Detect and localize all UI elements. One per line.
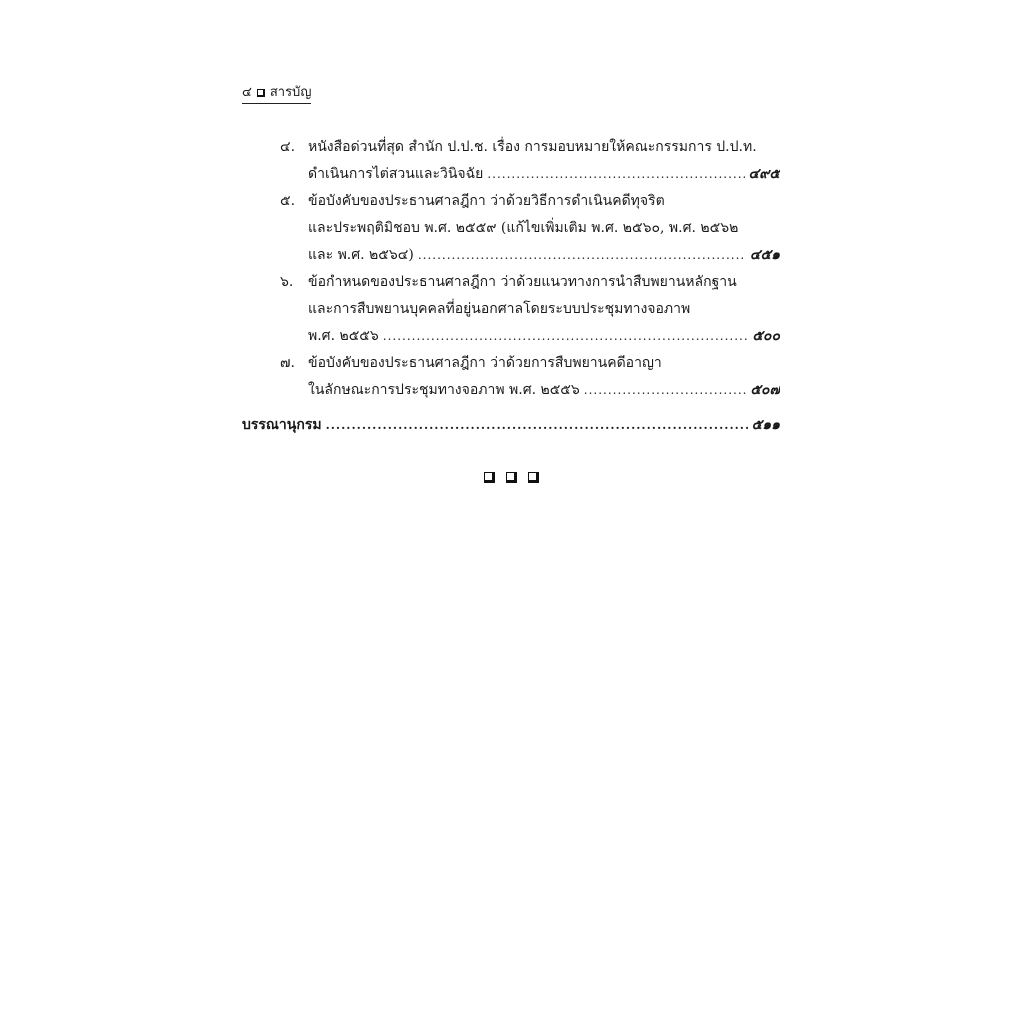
dot-leader <box>584 377 747 404</box>
square-bullet-icon <box>528 472 539 483</box>
bibliography-label: บรรณานุกรม <box>242 417 322 433</box>
toc-entry-line: ข้อบังคับของประธานศาลฎีกา ว่าด้วยการสืบพยานคดีอาญา <box>308 355 662 371</box>
toc-entry-line: ดำเนินการไต่สวนและวินิจฉัย <box>308 166 484 182</box>
table-of-contents <box>242 134 780 404</box>
toc-entry-line: ข้อกำหนดของประธานศาลฎีกา ว่าด้วยแนวทางการนำสืบพยานหลักฐาน <box>308 274 737 290</box>
toc-entry <box>242 350 780 404</box>
toc-entry <box>242 188 780 269</box>
toc-page-number: ๔๕๑ <box>749 247 780 263</box>
header-section-title: สารบัญ <box>269 85 312 100</box>
toc-entry-line: และ พ.ศ. ๒๕๖๔) <box>308 247 414 263</box>
toc-entry-line: ในลักษณะการประชุมทางจอภาพ พ.ศ. ๒๕๕๖ <box>308 382 580 398</box>
toc-page-number: ๕๐๐ <box>752 328 780 344</box>
toc-entry-number: ๗. <box>280 355 295 371</box>
toc-entry-number: ๖. <box>280 274 294 290</box>
dot-leader <box>418 242 746 269</box>
toc-entry-line: หนังสือด่วนที่สุด สำนัก ป.ป.ช. เรื่อง การมอบหมายให้คณะกรรมการ ป.ป.ท. <box>308 139 757 155</box>
toc-entry <box>242 134 780 188</box>
square-bullet-icon <box>257 89 265 97</box>
toc-page-number: ๕๑๑ <box>751 417 780 433</box>
dot-leader <box>487 161 744 188</box>
toc-entry-line: และการสืบพยานบุคคลที่อยู่นอกศาลโดยระบบประชุมทางจอภาพ <box>308 301 691 317</box>
bibliography-entry <box>242 412 780 439</box>
square-bullet-icon <box>484 472 495 483</box>
dot-leader <box>326 412 748 439</box>
toc-entry <box>242 269 780 350</box>
toc-page-number: ๕๐๗ <box>750 382 780 398</box>
toc-page-number: ๔๙๕ <box>748 166 780 182</box>
toc-entry-line: ข้อบังคับของประธานศาลฎีกา ว่าด้วยวิธีการดำเนินคดีทุจริต <box>308 193 665 209</box>
toc-entry-line: และประพฤติมิชอบ พ.ศ. ๒๕๕๙ (แก้ไขเพิ่มเติม พ.ศ. ๒๕๖๐, พ.ศ. ๒๕๖๒ <box>308 220 739 236</box>
header-page-number: ๔ <box>242 85 252 100</box>
running-header <box>242 84 311 104</box>
dot-leader <box>383 323 749 350</box>
toc-entry-number: ๕. <box>280 193 296 209</box>
square-bullet-icon <box>506 472 517 483</box>
toc-entry-number: ๔. <box>280 139 296 155</box>
toc-entry-line: พ.ศ. ๒๕๕๖ <box>308 328 379 344</box>
section-end-mark <box>484 472 539 483</box>
